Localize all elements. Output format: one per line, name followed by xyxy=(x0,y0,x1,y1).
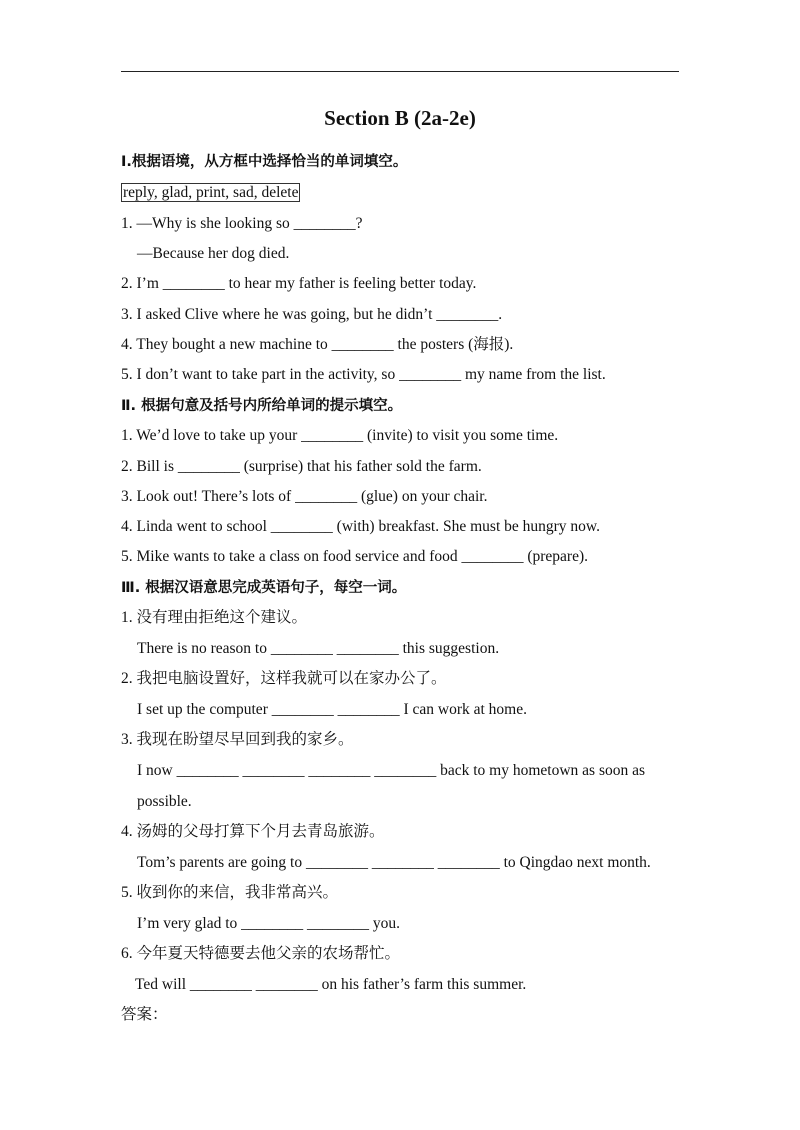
section-2-item-3: 3. Look out! There’s lots of ________ (glue) on your chair. xyxy=(121,488,488,505)
section-2-item-5: 5. Mike wants to take a class on food service and food ________ (prepare). xyxy=(121,548,589,565)
section-3-item-6-en: Ted will ________ ________ on his father’s farm this summer. xyxy=(135,976,527,993)
page-title: Section B (2a-2e) xyxy=(324,106,476,130)
section-1-heading: Ⅰ.根据语境，从方框中选择恰当的单词填空。 xyxy=(121,154,408,170)
section-3-item-3-cn: 3. 我现在盼望尽早回到我的家乡。 xyxy=(121,731,354,748)
section-3-item-4-en: Tom’s parents are going to ________ ________ ________ to Qingdao next month. xyxy=(137,854,651,871)
section-1-item-3: 3. I asked Clive where he was going, but he didn’t ________. xyxy=(121,306,503,323)
section-3-item-6-cn: 6. 今年夏天特德要去他父亲的农场帮忙。 xyxy=(121,945,401,962)
section-3-item-5-cn: 5. 收到你的来信，我非常高兴。 xyxy=(121,884,339,901)
answer-label: 答案： xyxy=(121,1006,168,1023)
section-3-item-4-cn: 4. 汤姆的父母打算下个月去青岛旅游。 xyxy=(121,823,385,840)
section-3-item-2-cn: 2. 我把电脑设置好，这样我就可以在家办公了。 xyxy=(121,670,447,687)
section-2-heading: Ⅱ. 根据句意及括号内所给单词的提示填空。 xyxy=(121,398,403,414)
section-3-item-3-en: I now ________ ________ ________ ________ back to my hometown as soon as xyxy=(137,762,646,779)
section-3-item-1-cn: 1. 没有理由拒绝这个建议。 xyxy=(121,609,308,626)
section-3-heading: Ⅲ. 根据汉语意思完成英语句子，每空一词。 xyxy=(121,580,407,596)
section-1-item-1: 1. —Why is she looking so ________? xyxy=(121,215,363,232)
word-box-line xyxy=(121,183,300,203)
section-1-item-5: 5. I don’t want to take part in the activity, so ________ my name from the list. xyxy=(121,366,606,383)
section-2-item-4: 4. Linda went to school ________ (with) breakfast. She must be hungry now. xyxy=(121,518,600,535)
section-3-item-3-en-cont: possible. xyxy=(137,793,192,810)
section-3-item-1-en: There is no reason to ________ ________ this suggestion. xyxy=(137,640,500,657)
section-1-item-4: 4. They bought a new machine to ________ the posters (海报). xyxy=(121,336,514,353)
section-2-item-2: 2. Bill is ________ (surprise) that his father sold the farm. xyxy=(121,458,482,475)
section-3-item-2-en: I set up the computer ________ ________ I can work at home. xyxy=(137,701,527,718)
word-box: reply, glad, print, sad, delete xyxy=(123,184,299,201)
section-1-item-2: 2. I’m ________ to hear my father is feeling better today. xyxy=(121,275,477,292)
header-rule xyxy=(121,71,679,72)
section-1-item-1-answer: —Because her dog died. xyxy=(137,245,290,262)
section-2-item-1: 1. We’d love to take up your ________ (invite) to visit you some time. xyxy=(121,427,559,444)
section-3-item-5-en: I’m very glad to ________ ________ you. xyxy=(137,915,401,932)
